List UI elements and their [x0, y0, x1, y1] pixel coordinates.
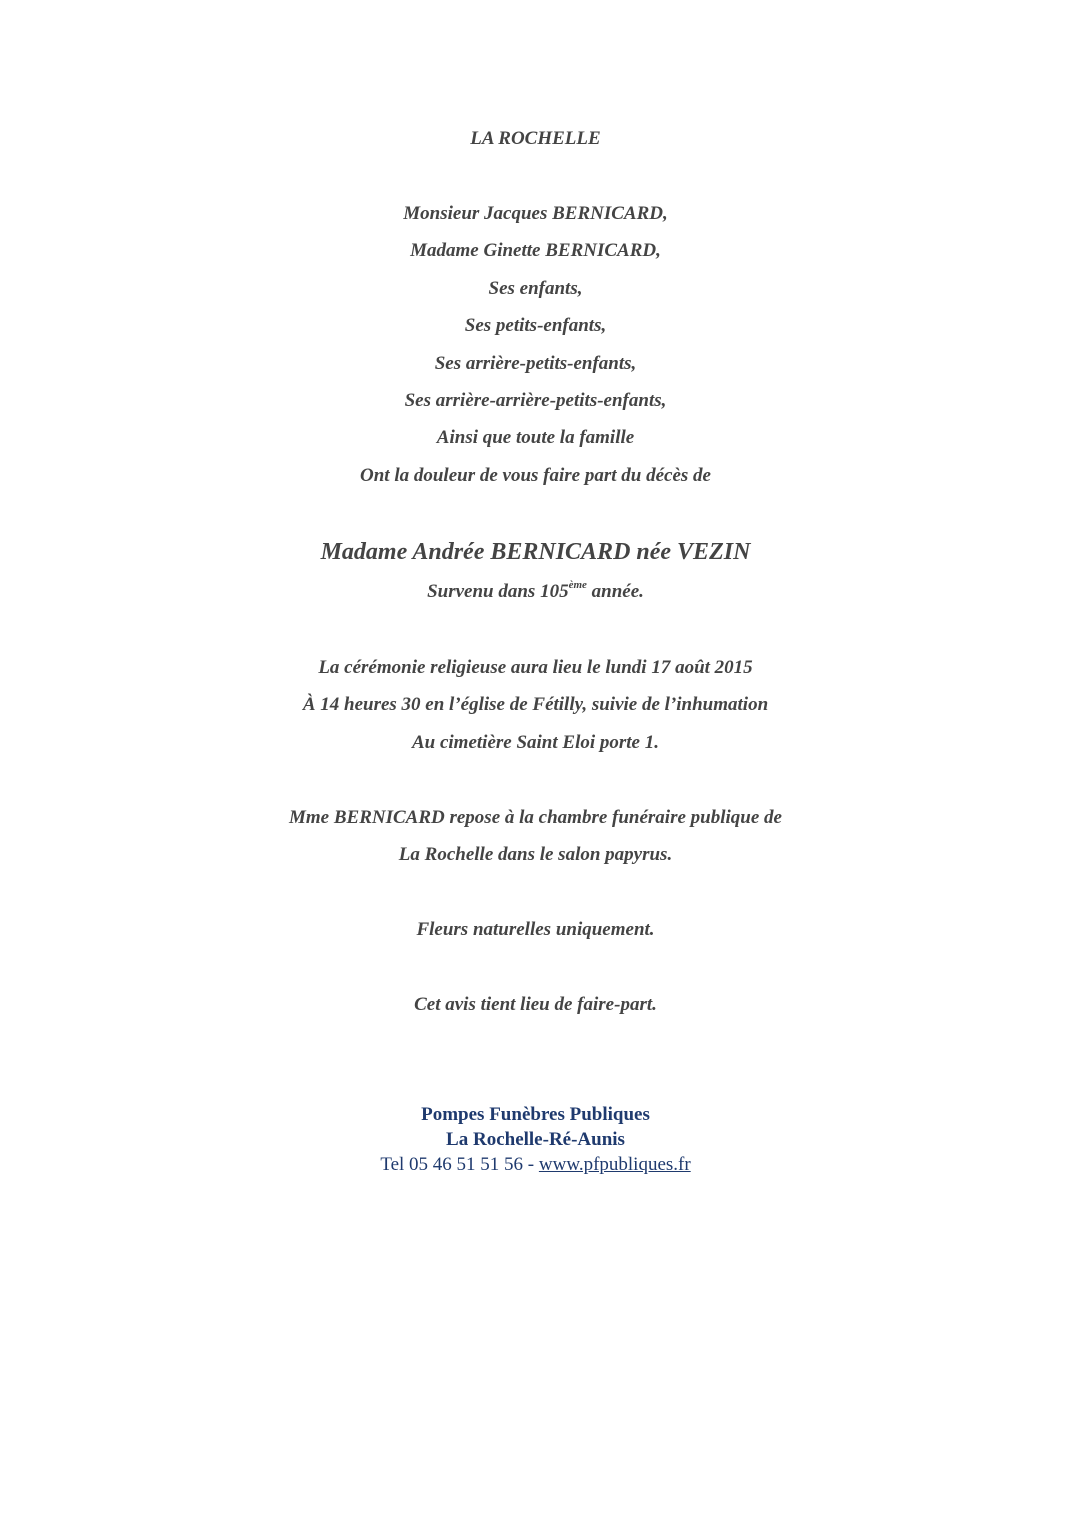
- website-link[interactable]: www.pfpubliques.fr: [538, 1154, 691, 1175]
- notice-note: Cet avis tient lieu de faire-part.: [414, 994, 657, 1015]
- family-line: Ainsi que toute la famille: [436, 427, 635, 449]
- family-announcement: [0, 195, 1071, 494]
- flowers-note: Fleurs naturelles uniquement.: [416, 919, 655, 940]
- ceremony-line: À 14 heures 30 en l’église de Fétilly, suivie de l’inhumation: [302, 694, 769, 716]
- family-line: Ses enfants,: [488, 277, 583, 299]
- deceased-name: Madame Andrée BERNICARD née VEZIN: [320, 539, 751, 565]
- deceased-block: [0, 532, 1071, 614]
- city-heading: LA ROCHELLE: [470, 128, 601, 149]
- age-line: Survenu dans 105ème année.: [427, 579, 644, 602]
- family-line: Ses arrière-petits-enfants,: [434, 352, 637, 374]
- ceremony-line: La cérémonie religieuse aura lieu le lundi 17 août 2015: [318, 657, 753, 678]
- age-superscript: ème: [568, 579, 587, 591]
- family-line: Ses arrière-arrière-petits-enfants,: [404, 390, 667, 412]
- resting-place: [0, 799, 1071, 874]
- rest-line: La Rochelle dans le salon papyrus.: [398, 844, 673, 866]
- family-line: Ont la douleur de vous faire part du décès de: [360, 464, 711, 486]
- company-area: La Rochelle-Ré-Aunis: [446, 1129, 625, 1150]
- ceremony-line: Au cimetière Saint Eloi porte 1.: [411, 731, 659, 753]
- ceremony-details: [0, 649, 1071, 761]
- funeral-home-footer: [0, 1102, 1071, 1177]
- phone-text: Tel 05 46 51 51 56 -: [380, 1154, 539, 1175]
- company-name: Pompes Funèbres Publiques: [421, 1104, 650, 1125]
- rest-line: Mme BERNICARD repose à la chambre funéraire publique de: [289, 807, 782, 828]
- family-line: Monsieur Jacques BERNICARD,: [403, 203, 668, 224]
- contact-line: [0, 1152, 1071, 1177]
- family-line: Madame Ginette BERNICARD,: [410, 240, 661, 262]
- family-line: Ses petits-enfants,: [464, 315, 607, 337]
